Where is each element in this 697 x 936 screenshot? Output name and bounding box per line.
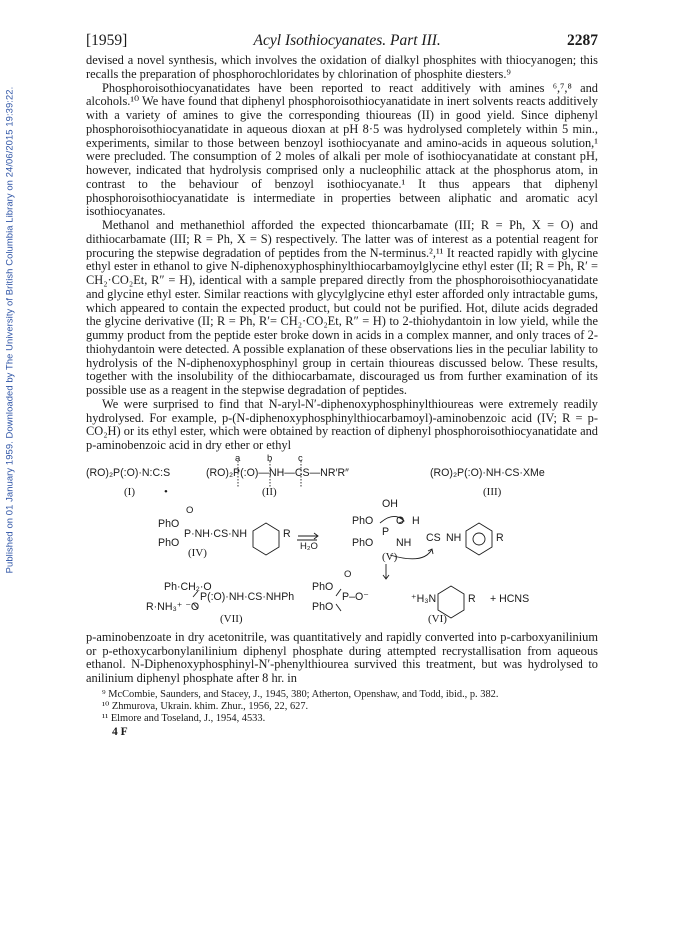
v-nh: NH: [396, 536, 412, 549]
bond-label-c: c: [298, 452, 303, 464]
vii-benzyloxy: Ph·CH₂·O: [164, 580, 212, 593]
running-header: [86, 32, 598, 52]
vi-substituent-r: R: [468, 592, 476, 605]
iv-phenoxy-1: PhO: [158, 517, 180, 530]
download-watermark-text: Published on 01 January 1959. Downloaded by The University of British Columbia Library on 24/06/2015 19:39:22.: [3, 86, 15, 574]
header-year: [1959]: [86, 32, 128, 49]
header-page-number: 2287: [567, 32, 598, 49]
vi-thiocyanic-acid: + HCNS: [490, 592, 530, 605]
vi-phosphate: P–O⁻: [342, 590, 369, 603]
reaction-scheme: [86, 453, 598, 631]
v-hydrogen: H: [412, 514, 420, 527]
vi-phenoxy-1: PhO: [312, 580, 334, 593]
iv-substituent-r: R: [283, 527, 291, 540]
footnote: ⁹ McCombie, Saunders, and Stacey, J., 1945, 380; Atherton, Openshaw, and Todd, ibid., p. 382.: [102, 688, 499, 700]
paragraph: devised a novel synthesis, which involves the oxidation of dialkyl phosphites with thiocyanogen; this recalls the preparation of phosphorochloridates by chlorination of phosphite diesters.⁹: [86, 53, 598, 81]
bond-label-b: b: [267, 452, 273, 464]
iv-phenoxy-2: PhO: [158, 536, 180, 549]
v-oxygen: O: [396, 514, 405, 527]
article-body-continued: [86, 631, 598, 686]
vi-oxygen: O: [344, 568, 352, 580]
footnote: ¹¹ Elmore and Toseland, J., 1954, 4533.: [102, 712, 266, 724]
article-body: [86, 54, 598, 453]
iv-chain: P·NH·CS·NH: [184, 527, 247, 540]
vii-chain: P(:O)·NH·CS·NHPh: [200, 590, 295, 603]
signature-mark: 4 F: [112, 725, 128, 738]
formula-iii: (RO)₂P(:O)·NH·CS·XMe: [430, 466, 545, 479]
paragraph: p-aminobenzoate in dry acetonitrile, was quantitatively and rapidly converted into p-carboxyanilinium or p-ethoxycarbonylanilinium diphenyl phosphate during attempted recrystallisation from aqueous ethanol. N-Diphenoxyphosphinyl-N′-phenylthiourea survived this treatment, but was hydrolysed to anilinium diphenyl phosphate after 8 hr. in: [86, 629, 598, 685]
paragraph: We were surprised to find that N-aryl-N′-diphenoxyphosphinylthioureas were extremely readily hydrolysed. For example, p-(N-diphenoxyphosphinylthiocarbamoyl)-aminobenzoic acid (IV; R = p-CO₂H) or its ethyl ester, which were obtained by reaction of diphenyl phosphoroisothiocyanatidate and p-aminobenzoic acid in dry ether or ethyl: [86, 396, 598, 452]
formula-ii: (RO)₂P(:O)—NH—CS—NR′R″: [206, 466, 349, 479]
compound-label-iii: (III): [483, 485, 502, 498]
download-watermark: [2, 60, 16, 600]
water-reagent: H₂O: [300, 540, 318, 552]
formula-i: (RO)₂P(:O)·N:C:S: [86, 466, 171, 479]
compound-label-v: (V): [382, 550, 398, 563]
journal-page: [86, 32, 598, 738]
compound-label-i: (I): [124, 485, 135, 498]
vi-anilinium: ⁺H₃N: [411, 592, 437, 605]
v-hydroxyl: OH: [382, 497, 398, 510]
v-phosphorus: P: [382, 525, 390, 538]
compound-label-iv: (IV): [188, 546, 207, 559]
v-phenoxy-2: PhO: [352, 536, 374, 549]
v-substituent-r: R: [496, 531, 504, 544]
paragraph: Methanol and methanethiol afforded the expected thioncarbamate (III; R = Ph, X = O) and dithiocarbamate (III; R = Ph, X = S) respectively. The latter was of interest as a potential reagent for procuring the stepwise degradation of peptides from the N-terminus.²,¹¹ It reacted rapidly with glycine ethyl ester in ethanol to give N-diphenoxyphosphinylthiocarbamoylglycine ethyl ester (II; R = Ph, R′ = CH₂·CO₂Et, R″ = H), identical with a sample prepared directly from the phosphoroisothiocyanatidate and glycine ethyl ester. Similar reactions with glycylglycine ethyl ester afforded only intractable gums, which appeared to contain the expected product, but could not be purified. Hot, dilute acids degraded the glycine derivative (II; R = Ph, R′= CH₂·CO₂Et, R″ = H) to 2-thiohydantoin in low yield, while the gummy product from the peptide ester broke down in acids in a complex manner, and only traces of 2-thiohydantoin were detected. A possible explanation of these observations lies in the peculiar lability to hydrolysis of the N-diphenoxyphosphinyl group in certain thioureas discussed below. These results, together with the insolubility of the dithiocarbamate, discouraged us from further examination of its possible use as a reagent in the stepwise degradation of peptides.: [86, 218, 598, 397]
footnote: ¹⁰ Zhmurova, Ukrain. khim. Zhur., 1956, 22, 627.: [102, 700, 309, 712]
iv-oxygen: O: [186, 504, 194, 516]
v-nh-aryl: NH: [446, 531, 462, 544]
footnotes: [86, 689, 598, 725]
paragraph: Phosphoroisothiocyanatidates have been reported to react additively with amines ⁶,⁷,⁸ and alcohols.¹⁰ We have found that diphenyl phosphoroisothiocyanatidate in inert solvents reacts additively with a variety of amines to give the corresponding thioureas (II) in good yield. Since diphenyl phosphoroisothiocyanatidate in aqueous dioxan at pH 8·5 was hydrolysed completely within 5 min., experiments, similar to those between benzoyl isothiocyanate and amino-acids in aqueous solution,¹ were precluded. The consumption of 2 moles of alkali per mole of isothiocyanatidate at constant pH, however, indicated that hydrolysis comprised only a nucleophilic attack at the phosphorus atom, in contrast to the behaviour of benzoyl isothiocyanate.¹ It thus appears that diphenyl phosphoroisothiocyanatidate is intermediate in properties between aliphatic and aromatic acyl isothiocyanates.: [86, 80, 598, 219]
vi-phenoxy-2: PhO: [312, 600, 334, 613]
header-title: Acyl Isothiocyanates. Part III.: [253, 32, 441, 49]
v-cs: CS: [426, 531, 441, 544]
bond-label-a: a: [235, 452, 241, 464]
v-phenoxy-1: PhO: [352, 514, 374, 527]
vii-ammonium: R·NH₃⁺ ⁻O: [146, 600, 200, 613]
compound-label-ii: (II): [262, 485, 277, 498]
stray-dot: •: [164, 485, 168, 498]
compound-label-vii: (VII): [220, 612, 243, 625]
compound-label-vi: (VI): [428, 612, 447, 625]
